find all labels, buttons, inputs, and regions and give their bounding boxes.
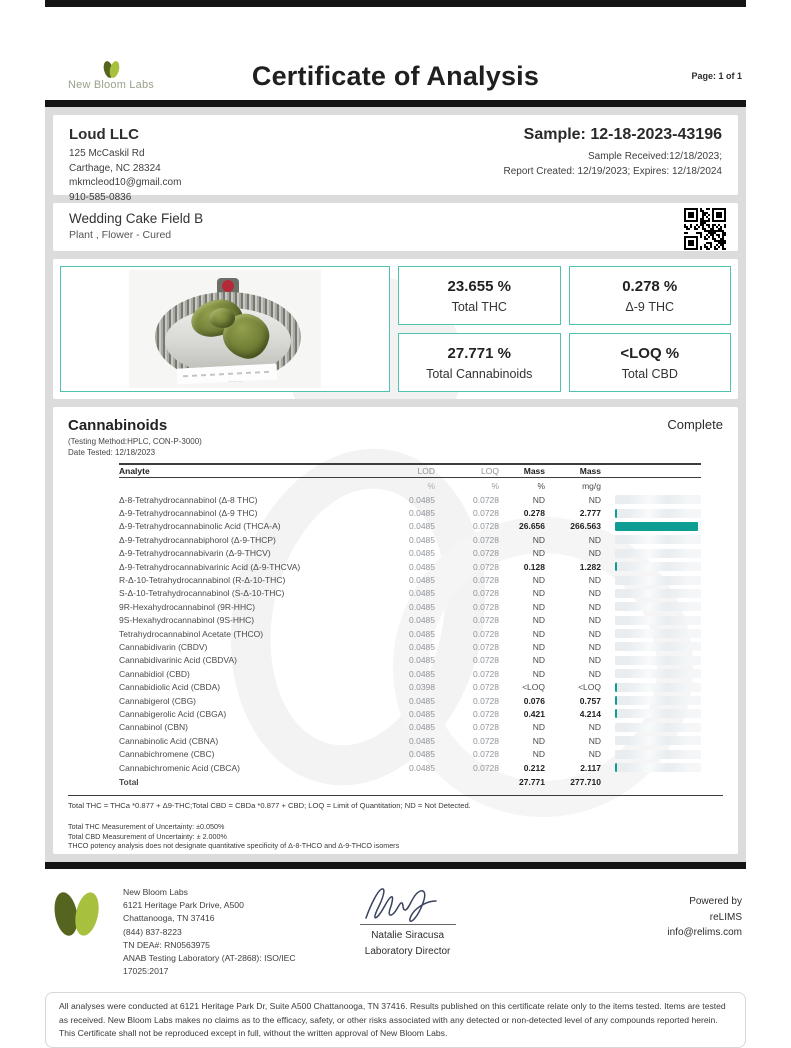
signature-block bbox=[358, 878, 458, 959]
note-line: Total CBD Measurement of Uncertainty: ± 2.000% bbox=[68, 831, 227, 841]
mass-bar-track bbox=[615, 616, 701, 625]
section-title: Cannabinoids bbox=[68, 417, 168, 434]
sample-received: Sample Received:12/18/2023; bbox=[588, 151, 722, 162]
powered-by-line: info@relims.com bbox=[667, 927, 742, 938]
mass-bar-fill bbox=[615, 562, 617, 571]
stat-value: <LOQ % bbox=[620, 344, 680, 362]
mass-bar-track bbox=[615, 763, 701, 772]
mass-bar-fill bbox=[615, 522, 698, 531]
sample-info bbox=[504, 126, 722, 187]
lab-logo-text: New Bloom Labs bbox=[68, 79, 154, 91]
footer-divider-bar bbox=[45, 862, 746, 869]
table-row: Cannabigerolic Acid (CBGA) 0.0485 0.0728 0.421 4.214 bbox=[119, 707, 701, 720]
mass-bar-track bbox=[615, 602, 701, 611]
product-card bbox=[53, 203, 738, 251]
date-tested: Date Tested: 12/18/2023 bbox=[68, 448, 156, 457]
table-row: Δ-9-Tetrahydrocannabiphorol (Δ-9-THCP) 0.0485 0.0728 ND ND bbox=[119, 533, 701, 546]
table-row: Cannabidivarin (CBDV) 0.0485 0.0728 ND ND bbox=[119, 640, 701, 653]
lab-address-line: Chattanooga, TN 37416 bbox=[123, 913, 215, 924]
mass-bar-track bbox=[615, 669, 701, 678]
stat-label: Total Cannabinoids bbox=[426, 366, 533, 381]
footnote-divider bbox=[68, 795, 723, 796]
powered-by-line: Powered by bbox=[689, 896, 742, 907]
table-header-row: Analyte LOD LOQ Mass Mass bbox=[119, 463, 701, 478]
footer bbox=[45, 878, 746, 978]
client-info bbox=[69, 126, 182, 203]
qr-code bbox=[684, 208, 726, 250]
stat-label: Total THC bbox=[451, 299, 507, 314]
uncertainty-notes bbox=[68, 822, 723, 851]
table-row: Tetrahydrocannabinol Acetate (THCO) 0.0485 0.0728 ND ND bbox=[119, 627, 701, 640]
powered-by-block bbox=[667, 878, 746, 941]
photo-red-marker bbox=[222, 280, 234, 292]
mass-bar-track bbox=[615, 549, 701, 558]
result-stat-box bbox=[569, 333, 732, 392]
mass-bar-track bbox=[615, 576, 701, 585]
flower-bud bbox=[209, 308, 235, 328]
client-sample-card bbox=[53, 115, 738, 203]
mass-bar-track bbox=[615, 629, 701, 638]
total-mass-pct: 27.771 bbox=[519, 777, 545, 788]
header-divider-bar bbox=[45, 100, 746, 107]
table-units-row: % % % mg/g bbox=[427, 480, 601, 491]
page-title: Certificate of Analysis bbox=[251, 60, 540, 91]
product-type: Plant , Flower - Cured bbox=[69, 229, 172, 241]
results-card bbox=[53, 259, 738, 399]
table-total-row bbox=[119, 774, 701, 790]
mass-bar-track bbox=[615, 495, 701, 504]
mass-bar-fill bbox=[615, 509, 617, 518]
table-row: Cannabichromene (CBC) 0.0485 0.0728 ND ND bbox=[119, 747, 701, 760]
table-row: Δ-8-Tetrahydrocannabinol (Δ-8 THC) 0.0485 0.0728 ND ND bbox=[119, 493, 701, 506]
mass-bar-track bbox=[615, 642, 701, 651]
stat-value: 27.771 % bbox=[447, 344, 511, 362]
table-row: Cannabinolic Acid (CBNA) 0.0485 0.0728 ND ND bbox=[119, 734, 701, 747]
signatory-name: Natalie Siracusa bbox=[371, 930, 444, 941]
stat-value: 0.278 % bbox=[622, 277, 678, 295]
stat-value: 23.655 % bbox=[447, 277, 511, 295]
lab-address-line: 17025:2017 bbox=[123, 966, 169, 977]
result-stat-box bbox=[569, 266, 732, 325]
mass-bar-track bbox=[615, 562, 701, 571]
sample-photo-frame bbox=[60, 266, 390, 392]
mass-bar-fill bbox=[615, 696, 617, 705]
footer-leaf-logo-icon bbox=[45, 878, 123, 941]
lab-address-line: ANAB Testing Laboratory (AT-2868): ISO/IEC bbox=[123, 953, 296, 964]
lab-address-line: TN DEA#: RN0563975 bbox=[123, 939, 210, 950]
top-divider-bar bbox=[45, 0, 746, 7]
table-row: Cannabinol (CBN) 0.0485 0.0728 ND ND bbox=[119, 721, 701, 734]
mass-bar-track bbox=[615, 696, 701, 705]
mass-bar-track bbox=[615, 656, 701, 665]
result-stat-box bbox=[398, 266, 561, 325]
total-mass-mg: 277.710 bbox=[570, 777, 601, 788]
stat-label: Total CBD bbox=[621, 366, 678, 381]
mass-bar-track bbox=[615, 589, 701, 598]
header bbox=[45, 52, 746, 100]
mass-bar-track bbox=[615, 509, 701, 518]
mass-bar-track bbox=[615, 750, 701, 759]
signature-icon bbox=[358, 884, 458, 924]
testing-method: (Testing Method:HPLC, CON-P-3000) bbox=[68, 437, 202, 446]
mass-bar-fill bbox=[615, 763, 617, 772]
table-row: Cannabidiol (CBD) 0.0485 0.0728 ND ND bbox=[119, 667, 701, 680]
mass-bar-track bbox=[615, 535, 701, 544]
table-row: Cannabichromenic Acid (CBCA) 0.0485 0.0728 0.212 2.117 bbox=[119, 761, 701, 774]
cannabinoid-table-body bbox=[119, 493, 701, 774]
note-line: Total THC Measurement of Uncertainty: ±0.050% bbox=[68, 822, 225, 832]
table-row: S-Δ-10-Tetrahydrocannabinol (S-Δ-10-THC) 0.0485 0.0728 ND ND bbox=[119, 587, 701, 600]
lab-address-line: (844) 837-8223 bbox=[123, 926, 182, 937]
sample-id: Sample: 12-18-2023-43196 bbox=[523, 126, 722, 143]
mass-bar-track bbox=[615, 709, 701, 718]
signatory-title: Laboratory Director bbox=[364, 946, 451, 957]
mass-bar-fill bbox=[615, 683, 617, 692]
table-row: Cannabidiolic Acid (CBDA) 0.0398 0.0728 <LOQ <LOQ bbox=[119, 680, 701, 693]
client-email: mkmcleod10@gmail.com bbox=[69, 177, 182, 188]
client-address2: Carthage, NC 28324 bbox=[69, 162, 161, 174]
mass-bar-track bbox=[615, 723, 701, 732]
result-stats-grid bbox=[398, 266, 731, 392]
table-row: Δ-9-Tetrahydrocannabivarinic Acid (Δ-9-THCVA) 0.0485 0.0728 0.128 1.282 bbox=[119, 560, 701, 573]
mass-bar-track bbox=[615, 683, 701, 692]
section-status: Complete bbox=[667, 417, 723, 432]
cannabinoids-card bbox=[53, 407, 738, 854]
result-stat-box bbox=[398, 333, 561, 392]
client-address1: 125 McCaskil Rd bbox=[69, 148, 145, 159]
cannabinoid-table bbox=[119, 463, 701, 790]
product-name: Wedding Cake Field B bbox=[69, 211, 204, 226]
table-row: Δ-9-Tetrahydrocannabivarin (Δ-9-THCV) 0.0485 0.0728 ND ND bbox=[119, 547, 701, 560]
note-line: THCO potency analysis does not designate quantitative specificity of Δ-8-THCO and Δ-9-THCO isomers bbox=[68, 841, 400, 851]
lab-address-line: New Bloom Labs bbox=[123, 887, 188, 897]
client-phone: 910-585-0836 bbox=[69, 191, 132, 203]
mass-bar-track bbox=[615, 736, 701, 745]
stat-label: Δ-9 THC bbox=[625, 299, 675, 314]
table-row: Cannabigerol (CBG) 0.0485 0.0728 0.076 0.757 bbox=[119, 694, 701, 707]
lab-address-block bbox=[123, 878, 296, 978]
report-created: Report Created: 12/19/2023; Expires: 12/18/2024 bbox=[503, 166, 722, 177]
table-row: 9S-Hexahydrocannabinol (9S-HHC) 0.0485 0.0728 ND ND bbox=[119, 614, 701, 627]
disclaimer-text: All analyses were conducted at 6121 Heritage Park Dr, Suite A500 Chattanooga, TN 37416. Results published on this certificate relate only to the items tested. Items are tested as received. New Bloom Labs makes no claims as to the efficacy, safety, or other risks associated with any detected or non-detected level of any compounds reported herein. This Certificate shall not be reproduced except in full, without the written approval of New Bloom Labs. bbox=[45, 992, 746, 1048]
powered-by-line: reLIMS bbox=[709, 911, 742, 923]
client-name: Loud LLC bbox=[69, 126, 139, 143]
table-row: Δ-9-Tetrahydrocannabinolic Acid (THCA-A) 0.0485 0.0728 26.656 266.563 bbox=[119, 520, 701, 533]
content-area bbox=[45, 107, 746, 862]
sample-photo bbox=[129, 270, 321, 388]
lab-address-line: 6121 Heritage Park Drive, A500 bbox=[123, 900, 244, 911]
page-number: Page: 1 of 1 bbox=[691, 71, 742, 81]
mass-bar-fill bbox=[615, 709, 617, 718]
calculation-footnote: Total THC = THCa *0.877 + Δ9-THC;Total CBD = CBDa *0.877 + CBD; LOQ = Limit of Quantitation; ND = Not Detected. bbox=[68, 801, 471, 811]
total-label: Total bbox=[119, 777, 139, 788]
table-row: Cannabidivarinic Acid (CBDVA) 0.0485 0.0728 ND ND bbox=[119, 654, 701, 667]
table-row: Δ-9-Tetrahydrocannabinol (Δ-9 THC) 0.0485 0.0728 0.278 2.777 bbox=[119, 506, 701, 519]
mass-bar-track bbox=[615, 522, 701, 531]
table-row: 9R-Hexahydrocannabinol (9R-HHC) 0.0485 0.0728 ND ND bbox=[119, 600, 701, 613]
table-row: R-Δ-10-Tetrahydrocannabinol (R-Δ-10-THC) 0.0485 0.0728 ND ND bbox=[119, 573, 701, 586]
product-info bbox=[69, 211, 203, 243]
